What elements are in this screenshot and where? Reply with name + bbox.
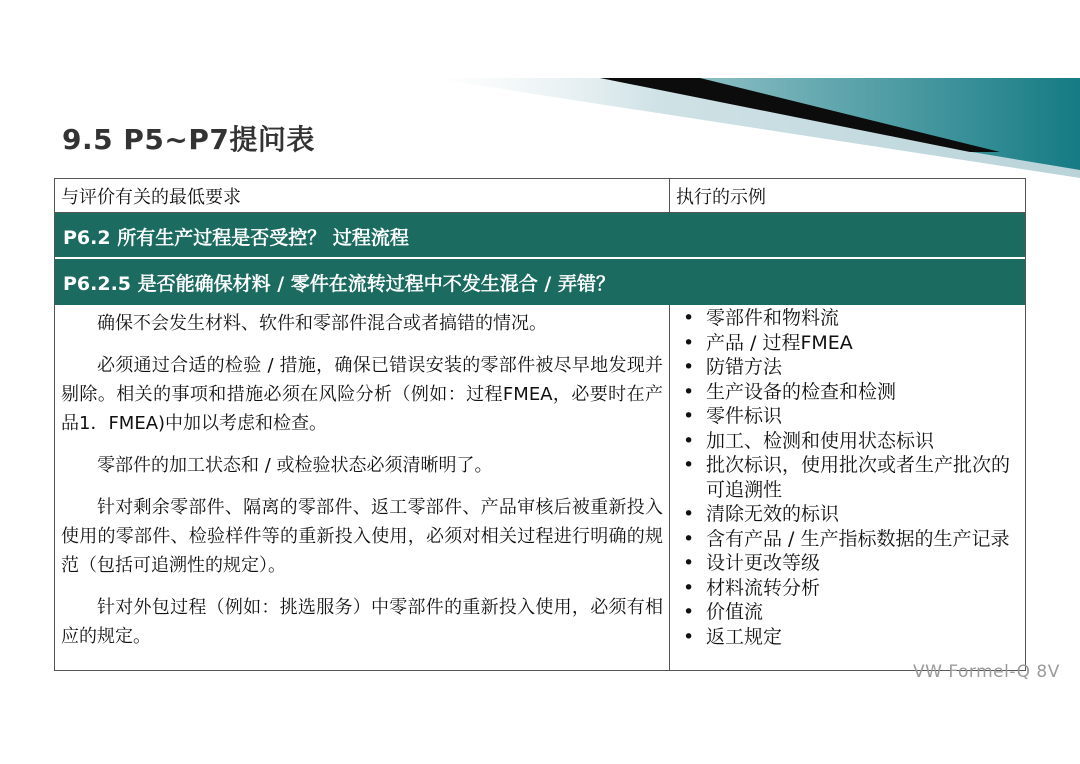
examples-cell — [670, 305, 1025, 670]
requirements-cell — [55, 305, 670, 670]
requirement-paragraph: 确保不会发生材料、软件和零部件混合或者搞错的情况。 — [97, 313, 547, 334]
example-item: • 批次标识，使用批次或者生产批次的可追溯性 — [676, 453, 1019, 502]
example-item: • 防错方法 — [676, 355, 1019, 380]
example-item: • 加工、检测和使用状态标识 — [676, 429, 1019, 454]
requirement-paragraph: 针对剩余零部件、隔离的零部件、返工零部件、产品审核后被重新投入使用的零部件、检验样件等的重新投入使用，必须对相关过程进行明确的规范（包括可追溯性的规定）。 — [61, 497, 663, 576]
example-item: • 清除无效的标识 — [676, 502, 1019, 527]
section-p6-2: P6.2 所有生产过程是否受控？ 过程流程 — [55, 213, 1025, 259]
table-header-row — [55, 179, 1025, 213]
requirements-table — [54, 178, 1026, 671]
page-title: 9.5 P5~P7提问表 — [62, 123, 315, 156]
example-item: • 产品 / 过程FMEA — [676, 331, 1019, 356]
example-item: • 零件标识 — [676, 404, 1019, 429]
example-item: • 价值流 — [676, 600, 1019, 625]
requirement-paragraph: 必须通过合适的检验 / 措施，确保已错误安装的零部件被尽早地发现并剔除。相关的事项和措施必须在风险分析（例如：过程FMEA，必要时在产品1．FMEA)中加以考虑和检查。 — [61, 355, 663, 434]
example-item: • 返工规定 — [676, 625, 1019, 650]
example-item: • 生产设备的检查和检测 — [676, 380, 1019, 405]
example-item: • 零部件和物料流 — [676, 306, 1019, 331]
table-body-row — [55, 305, 1025, 670]
requirement-paragraph: 针对外包过程（例如：挑选服务）中零部件的重新投入使用，必须有相应的规定。 — [61, 597, 663, 647]
footer-label: VW Formel-Q 8V — [913, 662, 1060, 682]
examples-list — [676, 306, 1019, 649]
example-item: • 材料流转分析 — [676, 576, 1019, 601]
example-item: • 含有产品 / 生产指标数据的生产记录 — [676, 527, 1019, 552]
header-examples: 执行的示例 — [676, 187, 766, 208]
header-min-requirements: 与评价有关的最低要求 — [55, 179, 670, 212]
example-item: • 设计更改等级 — [676, 551, 1019, 576]
section-p6-2-5: P6.2.5 是否能确保材料 / 零件在流转过程中不发生混合 / 弄错？ — [55, 259, 1025, 305]
requirement-paragraph: 零部件的加工状态和 / 或检验状态必须清晰明了。 — [97, 455, 493, 476]
